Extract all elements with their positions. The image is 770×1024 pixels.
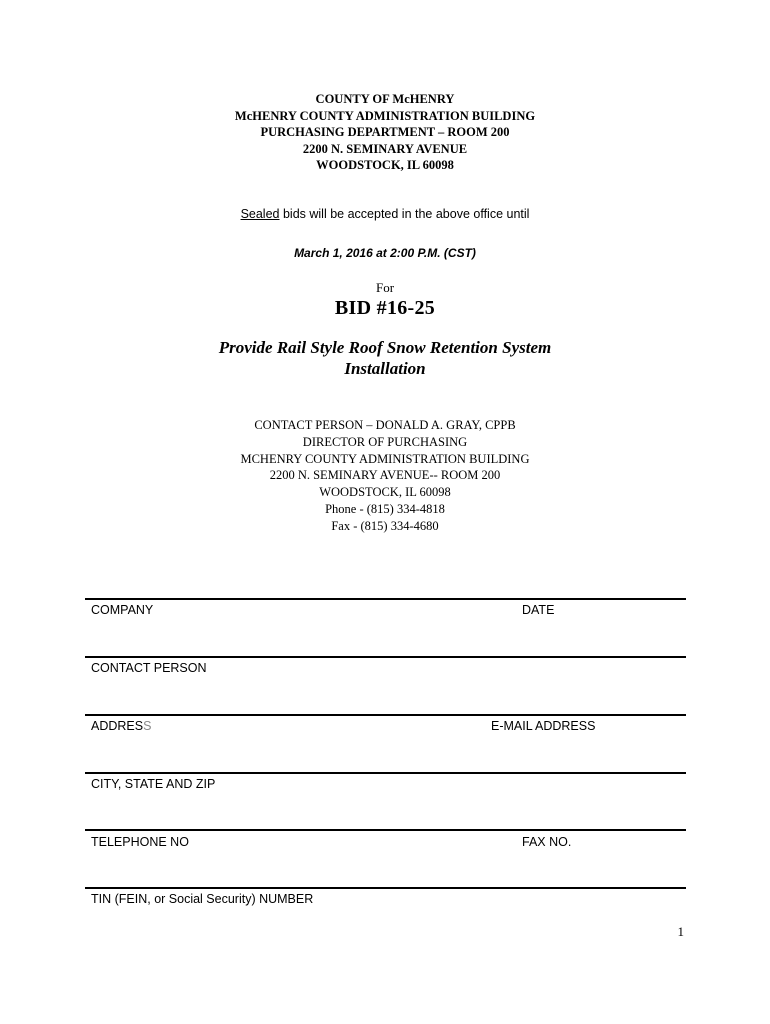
bid-number-heading: BID #16-25: [334, 297, 436, 319]
telephone-label: TELEPHONE NO: [91, 835, 189, 849]
fax-label: FAX NO.: [522, 835, 572, 849]
issuer-street: 2200 N. SEMINARY AVENUE: [302, 141, 468, 156]
telephone-line: [85, 829, 686, 831]
project-title-line-1: Provide Rail Style Roof Snow Retention System: [218, 338, 552, 357]
address-label-main: ADDRES: [91, 719, 144, 733]
contact-person-label: CONTACT PERSON: [91, 661, 207, 675]
address-label: [91, 719, 151, 733]
contact-person-line: [85, 656, 686, 658]
sealed-bids-notice: [0, 207, 770, 221]
issuer-building: McHENRY COUNTY ADMINISTRATION BUILDING: [234, 108, 536, 123]
sealed-notice-text: bids will be accepted in the above office until: [279, 207, 530, 221]
project-title-line-2: Installation: [344, 359, 426, 378]
company-label: COMPANY: [91, 603, 154, 617]
contact-city: WOODSTOCK, IL 60098: [319, 485, 451, 500]
for-label: For: [375, 280, 395, 295]
city-state-zip-line: [85, 772, 686, 774]
issuer-county: COUNTY OF McHENRY: [315, 92, 455, 106]
sealed-word: Sealed: [240, 207, 280, 221]
contact-person: CONTACT PERSON – DONALD A. GRAY, CPPB: [254, 418, 516, 432]
issuer-city: WOODSTOCK, IL 60098: [316, 158, 454, 173]
address-label-tail: S: [143, 719, 152, 733]
tin-label: TIN (FEIN, or Social Security) NUMBER: [91, 892, 314, 906]
contact-street: 2200 N. SEMINARY AVENUE-- ROOM 200: [269, 468, 501, 483]
city-state-zip-label: CITY, STATE AND ZIP: [91, 777, 216, 791]
contact-title: DIRECTOR OF PURCHASING: [302, 434, 468, 449]
contact-fax: Fax - (815) 334-4680: [331, 518, 439, 533]
bid-deadline: March 1, 2016 at 2:00 P.M. (CST): [294, 246, 476, 260]
page-number: 1: [677, 924, 684, 939]
issuer-address-block: [0, 91, 770, 174]
contact-building: MCHENRY COUNTY ADMINISTRATION BUILDING: [240, 451, 530, 466]
issuer-department: PURCHASING DEPARTMENT – ROOM 200: [260, 125, 510, 140]
contact-block: [0, 417, 770, 535]
contact-phone: Phone - (815) 334-4818: [325, 501, 445, 516]
tin-line: [85, 887, 686, 889]
company-line: [85, 598, 686, 600]
email-address-label: E-MAIL ADDRESS: [491, 719, 596, 733]
address-line: [85, 714, 686, 716]
date-label: DATE: [522, 603, 555, 617]
project-title: [0, 337, 770, 379]
